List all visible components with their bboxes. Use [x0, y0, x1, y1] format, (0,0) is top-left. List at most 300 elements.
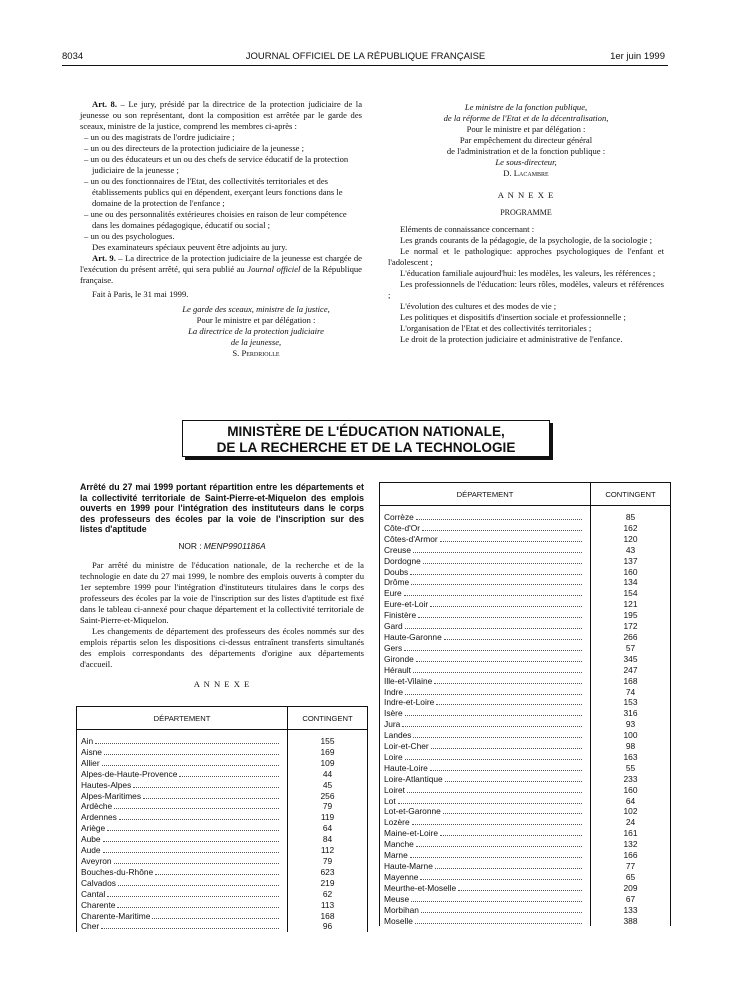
- programme-item: Les grands courants de la pédagogie, de la psychologie, de la sociologie ;: [400, 235, 653, 245]
- departement-cell: [380, 872, 591, 883]
- page-number: 8034: [62, 51, 84, 62]
- contingent-value: 43: [591, 545, 671, 556]
- contingent-value: 160: [591, 567, 671, 578]
- dot-leader: [95, 743, 279, 744]
- contingent-value: 79: [288, 856, 368, 867]
- signature-line: de la réforme de l'Etat et de la décentralisation,: [443, 113, 609, 123]
- table-row: [380, 697, 670, 708]
- departement-cell: [77, 834, 288, 845]
- list-item: – un ou des éducateurs et un ou des chefs de service éducatif de la protection judiciaire de la jeunesse ;: [84, 154, 349, 175]
- article-8-text: – Le jury, présidé par la directrice de la protection judiciaire de la jeunesse ou son représentant, dont la composition est arrêtée par le garde des sceaux, ministre de la justice, comprend les membres ci-après :: [80, 99, 363, 131]
- departement-cell: [77, 823, 288, 834]
- contingent-value: 163: [591, 752, 671, 763]
- contingent-value: 172: [591, 621, 671, 632]
- contingent-value: 256: [288, 791, 368, 802]
- table-row: [77, 736, 367, 747]
- contingent-value: 67: [591, 894, 671, 905]
- departement-cell: [380, 719, 591, 730]
- signatory-name: S. Perdriolle: [232, 348, 280, 358]
- table-row: [77, 812, 367, 823]
- contingent-value: 168: [591, 676, 671, 687]
- table-row: [380, 839, 670, 850]
- departement-name: Marne: [384, 850, 408, 861]
- departement-cell: [77, 812, 288, 823]
- contingent-value: 133: [591, 905, 671, 916]
- contingent-value: 93: [591, 719, 671, 730]
- departement-name: Meuse: [384, 893, 410, 904]
- contingent-value: 98: [591, 741, 671, 752]
- table-row: [77, 758, 367, 769]
- contingent-value: 113: [288, 900, 368, 911]
- signature-line: Pour le ministre et par délégation :: [466, 124, 586, 134]
- contingent-value: 168: [288, 911, 368, 922]
- list-item: – un ou des magistrats de l'ordre judiciaire ;: [84, 132, 235, 142]
- list-item: – un ou des fonctionnaires de l'Etat, des collectivités territoriales et des établissements publics qui en dépendent, exerçant leurs fonctions dans le domaine de la protection de l'enfance ;: [84, 176, 343, 208]
- contingent-value: 266: [591, 632, 671, 643]
- contingent-value: 96: [288, 921, 368, 932]
- contingent-value: 160: [591, 785, 671, 796]
- table-row: [380, 719, 670, 730]
- dot-leader: [405, 715, 582, 716]
- departement-name: Haute-Marne: [384, 861, 433, 871]
- departement-name: Eure-et-Loir: [384, 599, 429, 610]
- dot-leader: [407, 792, 582, 793]
- departement-cell: [380, 774, 591, 785]
- contingent-value: 195: [591, 610, 671, 621]
- signature-line: Pour le ministre et par délégation :: [196, 315, 316, 325]
- departement-cell: [77, 856, 288, 867]
- departement-name: Indre: [384, 686, 404, 697]
- departement-cell: [380, 697, 591, 708]
- ministry-line-1: MINISTÈRE DE L'ÉDUCATION NATIONALE,: [227, 424, 505, 439]
- signature-line: de la jeunesse,: [230, 337, 282, 347]
- departement-cell: [380, 523, 591, 534]
- departement-name: Aisne: [81, 746, 102, 757]
- dot-leader: [440, 541, 582, 542]
- departement-cell: [380, 839, 591, 850]
- table-row: [380, 730, 670, 741]
- right-top-column: [388, 102, 664, 345]
- dot-leader: [404, 595, 582, 596]
- dot-leader: [430, 606, 582, 607]
- contingent-value: 166: [591, 850, 671, 861]
- contingent-value: 132: [591, 839, 671, 850]
- departement-name: Drôme: [384, 577, 410, 588]
- contingent-value: 162: [591, 523, 671, 534]
- dot-leader: [404, 650, 582, 651]
- table-row: [380, 588, 670, 599]
- table-row: [380, 523, 670, 534]
- departement-name: Ain: [81, 736, 94, 746]
- departement-name: Dordogne: [384, 555, 421, 566]
- departement-cell: [380, 632, 591, 643]
- dot-leader: [418, 617, 582, 618]
- dot-leader: [104, 754, 279, 755]
- contingent-value: 209: [591, 883, 671, 894]
- departement-name: Gard: [384, 621, 403, 632]
- contingent-value: 57: [591, 643, 671, 654]
- programme-item: L'évolution des cultures et des modes de vie ;: [400, 301, 557, 311]
- dot-leader: [412, 824, 582, 825]
- signature-line: de l'administration et de la fonction publique :: [446, 146, 606, 156]
- departement-cell: [380, 817, 591, 828]
- departement-name: Doubs: [384, 566, 409, 577]
- dot-leader: [405, 759, 582, 760]
- departement-name: Côte-d'Or: [384, 522, 421, 533]
- departement-cell: [77, 900, 288, 911]
- departement-name: Ardennes: [81, 812, 117, 823]
- departement-cell: [380, 741, 591, 752]
- table-row: [380, 643, 670, 654]
- table-row: [380, 905, 670, 916]
- dot-leader: [411, 901, 582, 902]
- dot-leader: [434, 683, 582, 684]
- programme-item: L'éducation familiale aujourd'hui: les modèles, les valeurs, les références ;: [400, 268, 656, 278]
- contingent-value: 623: [288, 867, 368, 878]
- dot-leader: [107, 896, 279, 897]
- dot-leader: [431, 748, 582, 749]
- dot-leader: [445, 781, 582, 782]
- dot-leader: [420, 879, 582, 880]
- dot-leader: [405, 628, 582, 629]
- departement-name: Jura: [384, 719, 401, 730]
- dot-leader: [415, 923, 582, 924]
- dot-leader: [155, 874, 279, 875]
- departement-cell: [77, 736, 288, 747]
- departement-name: Hérault: [384, 664, 411, 675]
- dot-leader: [422, 530, 582, 531]
- programme-item: Les professionnels de l'éducation: leurs rôles, modèles, valeurs et références ;: [388, 279, 664, 300]
- dot-leader: [114, 863, 279, 864]
- signature-block-fonction-publique: [388, 102, 664, 179]
- dot-leader: [398, 803, 582, 804]
- list-item: – un ou des directeurs de la protection judiciaire de la jeunesse ;: [84, 143, 305, 153]
- departement-name: Lot-et-Garonne: [384, 806, 441, 817]
- nor-reference: [80, 541, 364, 552]
- contingent-value: 153: [591, 697, 671, 708]
- article-9: [80, 253, 362, 286]
- contingent-value: 119: [288, 812, 368, 823]
- table-row: [380, 774, 670, 785]
- table-row: [380, 534, 670, 545]
- departement-cell: [77, 921, 288, 932]
- departement-name: Aude: [81, 845, 101, 856]
- signature-block-justice: [150, 304, 362, 359]
- contingent-value: 65: [591, 872, 671, 883]
- contingent-value: 137: [591, 556, 671, 567]
- article-9-label: Art. 9.: [92, 253, 116, 263]
- departement-name: Alpes-de-Haute-Provence: [81, 768, 178, 779]
- contingent-value: 345: [591, 654, 671, 665]
- departement-cell: [380, 763, 591, 774]
- table-row: [380, 665, 670, 676]
- contingent-value: 154: [591, 588, 671, 599]
- departement-cell: [380, 894, 591, 905]
- list-item: – un ou des psychologues.: [84, 231, 175, 241]
- programme-item: Les politiques et dispositifs d'insertion sociale et professionnelle ;: [400, 312, 626, 322]
- dot-leader: [443, 813, 582, 814]
- table-row: [77, 823, 367, 834]
- contingent-value: 24: [591, 817, 671, 828]
- departement-name: Ille-et-Vilaine: [384, 675, 433, 686]
- departement-cell: [380, 621, 591, 632]
- dot-leader: [143, 798, 279, 799]
- contingent-value: 44: [288, 769, 368, 780]
- departement-name: Mayenne: [384, 871, 419, 882]
- contingent-header: CONTINGENT: [288, 707, 368, 730]
- table-row: [380, 632, 670, 643]
- dot-leader: [133, 787, 279, 788]
- contingent-value: 169: [288, 747, 368, 758]
- table-row: [380, 741, 670, 752]
- dot-leader: [423, 563, 582, 564]
- dot-leader: [152, 918, 279, 919]
- departement-cell: [380, 610, 591, 621]
- article-9-end: de la République française.: [80, 264, 362, 285]
- table-row: [77, 845, 367, 856]
- departement-cell: [77, 845, 288, 856]
- elements-intro: Eléments de connaissance concernant :: [400, 224, 535, 234]
- departement-cell: [380, 534, 591, 545]
- table-row: [380, 894, 670, 905]
- contingent-value: 112: [288, 845, 368, 856]
- arrete-paragraph-2: Les changements de département des professeurs des écoles nommés sur des emplois répartis selon les dispositions ci-dessus entraînent transferts simultanés des emplois correspondants des départements d'origine aux départements d'accueil.: [80, 625, 364, 669]
- departement-name: Hautes-Alpes: [81, 779, 132, 790]
- contingent-value: 102: [591, 806, 671, 817]
- departement-name: Creuse: [384, 544, 411, 555]
- departement-cell: [380, 861, 591, 872]
- departement-name: Lozère: [384, 817, 410, 828]
- table-row: [77, 921, 367, 932]
- table-row: [380, 785, 670, 796]
- departement-cell: [380, 850, 591, 861]
- dot-leader: [179, 776, 279, 777]
- programme-item: L'organisation de l'Etat et des collectivités territoriales ;: [400, 323, 592, 333]
- departement-header: DÉPARTEMENT: [380, 483, 591, 506]
- dot-leader: [118, 885, 279, 886]
- table-row: [77, 791, 367, 802]
- departement-name: Landes: [384, 730, 412, 741]
- contingent-value: 316: [591, 708, 671, 719]
- departement-cell: [77, 747, 288, 758]
- annexe-heading: A N N E X E: [497, 190, 555, 200]
- departement-name: Meurthe-et-Moselle: [384, 882, 457, 893]
- table-row: [380, 687, 670, 698]
- table-row: [380, 512, 670, 523]
- table-row: [77, 878, 367, 889]
- table-row: [380, 621, 670, 632]
- contingent-value: 134: [591, 577, 671, 588]
- dot-leader: [411, 584, 582, 585]
- ministry-line-2: DE LA RECHERCHE ET DE LA TECHNOLOGIE: [216, 440, 516, 455]
- table-row: [77, 780, 367, 791]
- departement-cell: [77, 911, 288, 922]
- contingent-value: 62: [288, 889, 368, 900]
- contingent-header: CONTINGENT: [591, 483, 671, 506]
- dot-leader: [402, 726, 582, 727]
- departement-name: Eure: [384, 588, 402, 599]
- contingent-value: 155: [288, 736, 368, 747]
- contingent-value: 233: [591, 774, 671, 785]
- departement-name: Bouches-du-Rhône: [81, 866, 154, 877]
- departement-cell: [380, 545, 591, 556]
- table-row: [77, 856, 367, 867]
- dot-leader: [430, 770, 582, 771]
- departement-name: Aveyron: [81, 855, 112, 866]
- table-row: [380, 610, 670, 621]
- departement-name: Loire: [384, 751, 403, 762]
- arrete-title: Arrêté du 27 mai 1999 portant répartition entre les départements et la collectivité territoriale de Saint-Pierre-et-Miquelon des emplois ouverts en 1999 pour l'intégration des instituteurs dans le corps des professeurs des écoles par la voie de l'inscription sur des listes d'aptitude: [80, 482, 364, 534]
- dot-leader: [119, 819, 279, 820]
- table-row: [77, 911, 367, 922]
- table-row: [380, 872, 670, 883]
- departement-name: Cher: [81, 921, 100, 932]
- departement-name: Gironde: [384, 653, 414, 664]
- departement-cell: [380, 556, 591, 567]
- left-top-column: [80, 99, 362, 359]
- table-row: [380, 806, 670, 817]
- contingent-value: 121: [591, 599, 671, 610]
- dot-leader: [435, 868, 582, 869]
- dot-leader: [458, 890, 582, 891]
- dot-leader: [416, 846, 582, 847]
- article-9-text: – La directrice de la protection judiciaire de la jeunesse est chargée de l'exécution du présent arrêté, qui sera publié au: [80, 253, 362, 274]
- departement-cell: [380, 806, 591, 817]
- dot-leader: [416, 661, 582, 662]
- signature-line: La directrice de la protection judiciaire: [188, 326, 324, 336]
- table-row: [380, 883, 670, 894]
- departement-cell: [380, 654, 591, 665]
- contingent-value: 85: [591, 512, 671, 523]
- dot-leader: [413, 737, 582, 738]
- journal-title: JOURNAL OFFICIEL DE LA RÉPUBLIQUE FRANÇAISE: [245, 51, 486, 62]
- departement-cell: [380, 687, 591, 698]
- signature-line: Le sous-directeur,: [495, 157, 557, 167]
- dot-leader: [436, 704, 582, 705]
- departement-cell: [380, 828, 591, 839]
- contingent-value: 161: [591, 828, 671, 839]
- departement-name: Loiret: [384, 784, 405, 795]
- table-row: [380, 916, 670, 927]
- dot-leader: [416, 519, 582, 520]
- departement-cell: [77, 867, 288, 878]
- contingent-value: 100: [591, 730, 671, 741]
- departement-name: Morbihan: [384, 904, 419, 915]
- departement-name: Maine-et-Loire: [384, 828, 438, 839]
- issue-date: 1er juin 1999: [610, 51, 665, 62]
- signatory-name: D. Lacambre: [503, 168, 549, 178]
- departement-name: Allier: [81, 757, 100, 768]
- dot-leader: [440, 835, 582, 836]
- departement-cell: [380, 883, 591, 894]
- departement-name: Loire-Atlantique: [384, 773, 443, 784]
- departement-name: Loir-et-Cher: [384, 741, 429, 752]
- dot-leader: [102, 765, 279, 766]
- dot-leader: [413, 552, 582, 553]
- table-row: [380, 654, 670, 665]
- article-8-label: Art. 8.: [92, 99, 118, 109]
- departement-name: Cantal: [81, 888, 106, 899]
- table-row: [380, 599, 670, 610]
- dot-leader: [410, 574, 582, 575]
- table-row: [380, 817, 670, 828]
- contingent-table-right: [379, 482, 671, 926]
- departement-cell: [77, 780, 288, 791]
- departement-header: DÉPARTEMENT: [77, 707, 288, 730]
- table-row: [77, 769, 367, 780]
- arrete-column: [80, 482, 364, 690]
- dot-leader: [103, 841, 279, 842]
- departement-name: Calvados: [81, 877, 116, 888]
- programme-item: Le normal et le pathologique: approches psychologiques de l'enfant et l'adolescent ;: [388, 246, 664, 267]
- departement-name: Alpes-Maritimes: [81, 790, 142, 801]
- dot-leader: [101, 928, 279, 929]
- contingent-value: 77: [591, 861, 671, 872]
- departement-name: Ariège: [81, 823, 106, 834]
- departement-cell: [380, 730, 591, 741]
- table-row: [380, 708, 670, 719]
- departement-cell: [77, 889, 288, 900]
- signature-line: Le ministre de la fonction publique,: [464, 102, 588, 112]
- departement-name: Indre-et-Loire: [384, 697, 435, 708]
- departement-name: Haute-Garonne: [384, 631, 442, 642]
- dot-leader: [413, 672, 582, 673]
- jury-members-list: [80, 132, 362, 242]
- departement-name: Isère: [384, 708, 403, 719]
- table-row: [380, 556, 670, 567]
- table-row: [77, 834, 367, 845]
- header-rule: [62, 65, 668, 66]
- contingent-value: 64: [288, 823, 368, 834]
- contingent-value: 388: [591, 916, 671, 927]
- departement-cell: [380, 567, 591, 578]
- departement-name: Manche: [384, 839, 414, 850]
- table-row: [77, 801, 367, 812]
- signature-line: Le garde des sceaux, ministre de la justice,: [182, 304, 330, 314]
- contingent-value: 247: [591, 665, 671, 676]
- signature-line: Par empêchement du directeur général: [459, 135, 593, 145]
- contingent-value: 45: [288, 780, 368, 791]
- departement-cell: [77, 878, 288, 889]
- departement-cell: [380, 643, 591, 654]
- dot-leader: [405, 694, 582, 695]
- contingent-value: 74: [591, 687, 671, 698]
- table-row: [380, 861, 670, 872]
- table-row: [380, 567, 670, 578]
- programme-item: Le droit de la protection judiciaire et administrative de l'enfance.: [400, 334, 623, 344]
- contingent-value: 64: [591, 796, 671, 807]
- dot-leader: [114, 808, 279, 809]
- departement-cell: [380, 785, 591, 796]
- table-row: [77, 747, 367, 758]
- departement-name: Charente: [81, 899, 116, 910]
- departement-cell: [77, 801, 288, 812]
- arrete-paragraph-1: Par arrêté du ministre de l'éducation nationale, de la recherche et de la technologie en date du 27 mai 1999, le nombre des emplois ouverts à compter du 1er septembre 1999 pour l'intégration d'instituteurs titulaires dans le corps des professeurs des écoles par la voie de l'inscription sur des listes d'aptitude est fixé dans le tableau ci-annexé pour chaque département et la collectivité territoriale de Saint-Pierre-et-Miquelon.: [80, 559, 364, 625]
- departement-cell: [380, 796, 591, 807]
- programme-heading: PROGRAMME: [500, 208, 552, 217]
- table-row: [380, 676, 670, 687]
- dot-leader: [410, 857, 582, 858]
- departement-name: Lot: [384, 795, 396, 806]
- departement-cell: [380, 577, 591, 588]
- table-row: [380, 796, 670, 807]
- departement-name: Haute-Loire: [384, 762, 428, 773]
- departement-cell: [380, 676, 591, 687]
- departement-name: Gers: [384, 642, 403, 653]
- table-row: [380, 850, 670, 861]
- departement-cell: [380, 599, 591, 610]
- contingent-value: 120: [591, 534, 671, 545]
